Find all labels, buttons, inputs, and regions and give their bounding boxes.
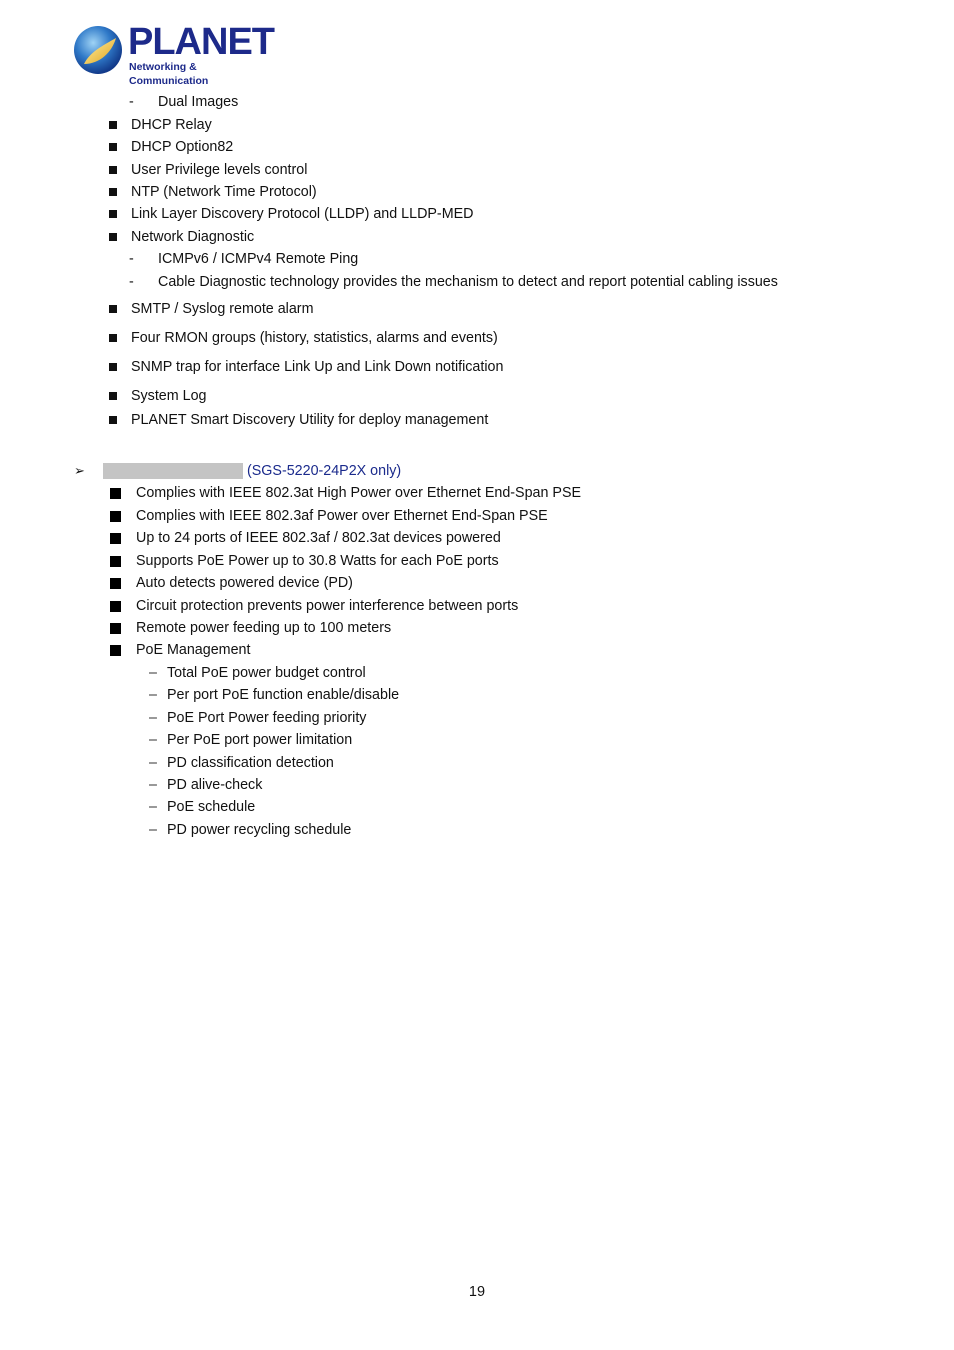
- list-item: Circuit protection prevents power interference between ports: [136, 598, 519, 614]
- bullet-square: [109, 188, 117, 196]
- list-item: Link Layer Discovery Protocol (LLDP) and LLDP-MED: [131, 206, 474, 222]
- globe-icon: [72, 24, 124, 76]
- list-item: Dual Images: [158, 94, 239, 110]
- list-item: PD alive-check: [167, 777, 263, 793]
- list-item: NTP (Network Time Protocol): [131, 184, 317, 200]
- list-item: Auto detects powered device (PD): [136, 575, 353, 591]
- bullet-square: [110, 623, 121, 634]
- bullet-square: [109, 166, 117, 174]
- list-item: ICMPv6 / ICMPv4 Remote Ping: [158, 251, 359, 267]
- list-item: Supports PoE Power up to 30.8 Watts for each PoE ports: [136, 553, 499, 569]
- brand-tagline: Networking & Communication: [129, 61, 209, 87]
- list-item: User Privilege levels control: [131, 162, 308, 178]
- list-item: PoE Port Power feeding priority: [167, 710, 367, 726]
- dash-marker: –: [149, 822, 157, 838]
- bullet-square: [109, 334, 117, 342]
- list-item: PD classification detection: [167, 755, 334, 771]
- dash-marker: -: [129, 94, 134, 110]
- list-item: PoE Management: [136, 642, 251, 658]
- bullet-square: [109, 392, 117, 400]
- bullet-square: [109, 363, 117, 371]
- arrow-bullet-icon: ➢: [74, 463, 85, 478]
- bullet-square: [110, 578, 121, 589]
- list-item: Total PoE power budget control: [167, 665, 366, 681]
- list-item: Complies with IEEE 802.3at High Power over Ethernet End-Span PSE: [136, 485, 582, 501]
- list-item: Complies with IEEE 802.3af Power over Ethernet End-Span PSE: [136, 508, 548, 524]
- dash-marker: -: [129, 274, 134, 290]
- dash-marker: –: [149, 777, 157, 793]
- list-item: Per port PoE function enable/disable: [167, 687, 400, 703]
- bullet-square: [110, 645, 121, 656]
- bullet-square: [109, 143, 117, 151]
- dash-marker: –: [149, 665, 157, 681]
- bullet-square: [109, 210, 117, 218]
- bullet-square: [110, 511, 121, 522]
- list-item: Remote power feeding up to 100 meters: [136, 620, 392, 636]
- bullet-square: [110, 601, 121, 612]
- list-item: Up to 24 ports of IEEE 802.3af / 802.3at devices powered: [136, 530, 501, 546]
- list-item: Network Diagnostic: [131, 229, 255, 245]
- list-item: PoE schedule: [167, 799, 256, 815]
- dash-marker: –: [149, 732, 157, 748]
- list-item: Per PoE port power limitation: [167, 732, 353, 748]
- section-heading-suffix: (SGS-5220-24P2X only): [247, 463, 402, 479]
- planet-logo: [72, 21, 274, 87]
- list-item: DHCP Relay: [131, 117, 212, 133]
- list-item: System Log: [131, 388, 207, 404]
- dash-marker: –: [149, 755, 157, 771]
- redacted-heading: [103, 463, 243, 479]
- brand-name: PLANET: [128, 21, 274, 63]
- list-item: PD power recycling schedule: [167, 822, 352, 838]
- list-item: Four RMON groups (history, statistics, alarms and events): [131, 330, 498, 346]
- list-item: PLANET Smart Discovery Utility for deploy management: [131, 412, 489, 428]
- dash-marker: –: [149, 710, 157, 726]
- bullet-square: [110, 488, 121, 499]
- dash-marker: –: [149, 799, 157, 815]
- list-item: SNMP trap for interface Link Up and Link Down notification: [131, 359, 504, 375]
- dash-marker: -: [129, 251, 134, 267]
- bullet-square: [109, 305, 117, 313]
- bullet-square: [110, 556, 121, 567]
- bullet-square: [109, 121, 117, 129]
- bullet-square: [110, 533, 121, 544]
- dash-marker: –: [149, 687, 157, 703]
- list-item: SMTP / Syslog remote alarm: [131, 301, 314, 317]
- bullet-square: [109, 233, 117, 241]
- list-item: Cable Diagnostic technology provides the mechanism to detect and report potential cabling issues: [158, 274, 778, 290]
- page-number: 19: [468, 1284, 486, 1300]
- bullet-square: [109, 416, 117, 424]
- list-item: DHCP Option82: [131, 139, 234, 155]
